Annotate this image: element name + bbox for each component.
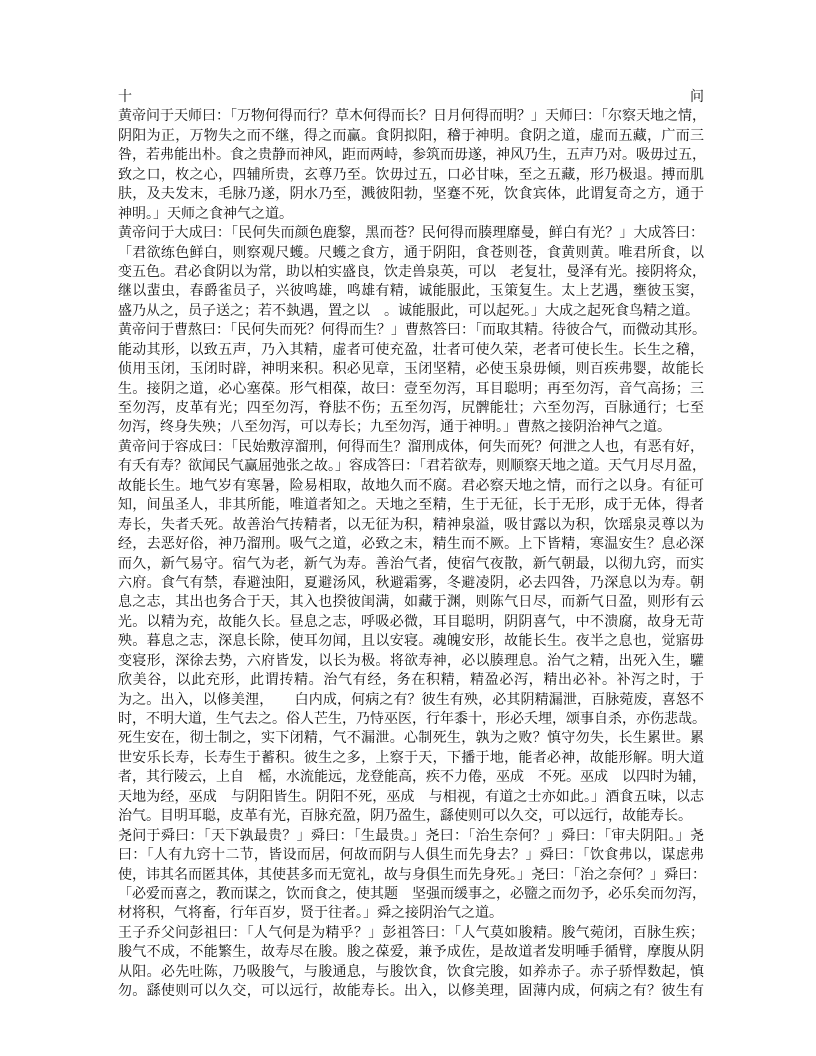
text-line: 寿长，失者夭死。故善治气抟精者，以无征为积，精神泉溢，吸甘露以为积，饮瑶泉灵尊以为 xyxy=(118,516,704,533)
text-line: 使，讳其名而匿其体，其使甚多而无宽礼，故与身俱生而先身死。」尧曰：「治之奈何？」舜曰： xyxy=(118,866,706,883)
text-line: 「必爱而喜之，教而谋之，饮而食之，使其题 坚强而缓事之，必盬之而勿予，必乐矣而勿泻， xyxy=(118,885,706,902)
text-line: 黄帝问于天师曰：「万物何得而行？草木何得而长？日月何得而明？」天师曰：「尔察天地之情， xyxy=(118,108,706,125)
document-title: 十问 xyxy=(118,89,704,105)
text-line: 光。以精为充，故能久长。昼息之志，呼吸必微，耳目聪明，阴阴喜气，中不溃腐，故身无苛 xyxy=(118,613,704,630)
text-line: 从阳。必先吐陈，乃吸朘气，与朘通息，与朘饮食，饮食完朘，如养赤子。赤子骄悍数起，慎 xyxy=(118,963,704,980)
text-line: 天地为经，巫成 与阴阳皆生。阴阳不死，巫成 与相视，有道之士亦如此。」酒食五味，以志 xyxy=(118,788,704,805)
paragraph xyxy=(118,321,704,438)
paragraph xyxy=(118,438,704,827)
text-line: 者，其行陵云，上自 榣，水流能远，龙登能高，疾不力倦，巫成 不死。巫成 以四时为辅， xyxy=(118,769,706,786)
text-line: 「君欲练色鲜白，则察观尺蠖。尺蠖之食方，通于阴阳，食苍则苍，食黄则黄。唯君所食，以 xyxy=(118,244,704,261)
paragraph xyxy=(118,827,704,924)
text-line: 世安乐长寿，长寿生于蓄积。彼生之多，上察于天，下播于地，能者必神，故能形解。明大道 xyxy=(118,749,704,766)
text-line: 侦用玉闭，玉闭时辟，神明来积。积必见章，玉闭坚精，必使玉泉毋倾，则百疾弗婴，故能长 xyxy=(118,361,704,378)
text-line: 生。接阴之道，必心塞葆。形气相葆，故曰：壹至勿泻，耳目聪明；再至勿泻，音气高扬；三 xyxy=(118,380,704,397)
text-line: 勿泻，终身失殃；八至勿泻，可以寿长；九至勿泻，通于神明。」曹熬之接阴治神气之道。 xyxy=(118,419,671,436)
text-line: 致之口，枚之心，四辅所贵，玄尊乃至。饮毋过五，口必甘味，至之五藏，形乃极退。搏而肌 xyxy=(118,166,704,183)
text-line: 治气。目明耳聪，皮革有光，百脉充盈，阴乃盈生，繇使则可以久交，可以远行，故能寿长。 xyxy=(118,808,692,825)
text-line: 有夭有寿？欲闻民气赢屈弛张之故。」容成答曰：「君若欲寿，则顺察天地之道。天气月尽月盈， xyxy=(118,458,706,475)
text-line: 殃。暮息之志，深息长除，使耳勿闻，且以安寝。魂魄安形，故能长生。夜半之息也，觉寤毋 xyxy=(118,633,704,650)
document-body xyxy=(118,88,704,1002)
text-line: 王子乔父问彭祖曰：「人气何是为精乎？」彭祖答曰：「人气莫如朘精。朘气菀闭，百脉生疾； xyxy=(118,924,704,941)
text-line: 息之志，其出也务合于天，其入也揆彼闺满，如藏于渊，则陈气日尽，而新气日盈，则形有云 xyxy=(118,594,704,611)
text-line: 曰：「人有九窍十二节，皆设而居，何故而阴与人俱生而先身去？」舜曰：「饮食弗以，谋虑弗 xyxy=(118,847,704,864)
text-line: 朘气不成，不能繁生，故寿尽在朘。朘之葆爱，兼予成佐，是故道者发明唾手循臂，摩腹从阴 xyxy=(118,944,704,961)
text-line: 六府。食气有禁，春避浊阳，夏避汤风，秋避霜雾，冬避凌阴，必去四咎，乃深息以为寿。朝 xyxy=(118,574,704,591)
text-line: 咎，若弗能出朴。食之贵静而神风，距而两峙，参筑而毋遂，神风乃生，五声乃对。吸毋过五， xyxy=(118,147,706,164)
text-line: 能动其形，以致五声，乃入其精，虚者可使充盈，壮者可使久荣，老者可使长生。长生之稽， xyxy=(118,341,704,358)
text-line: 神明。」天师之食神气之道。 xyxy=(118,205,293,222)
text-line: 为之。出入，以修美浬， 白内成，何病之有？彼生有殃，必其阴精漏泄，百脉菀废，喜怒不 xyxy=(118,691,704,708)
text-line: 尧问于舜曰：「天下孰最贵？」舜曰：「生最贵。」尧曰：「治生奈何？」舜曰：「审夫阴阳。」尧 xyxy=(118,827,704,844)
text-line: 变五色。君必食阴以为常，助以柏实盛良，饮走兽泉英，可以 老复壮，曼泽有光。接阴将众， xyxy=(118,263,706,280)
text-line: 至勿泻，皮革有光；四至勿泻，脊胠不伤；五至勿泻，尻髀能壮；六至勿泻，百脉通行；七至 xyxy=(118,400,704,416)
text-line: 而久，新气易守。宿气为老，新气为寿。善治气者，使宿气夜散，新气朝最，以彻九窍，而实 xyxy=(118,555,704,572)
text-line: 欣美谷，以此充形，此谓抟精。治气有经，务在积精，精盈必泻，精出必补。补泻之时，于 xyxy=(118,672,704,689)
text-line: 盛乃从之，员子送之；若不埶遇，置之以 。诚能服此，可以起死。」大成之起死食鸟精之道。 xyxy=(118,302,699,319)
text-line: 肤，及夫发末，毛脉乃遂，阴水乃至，溅彼阳勃，坚蹇不死，饮食宾体，此谓复奇之方，通于 xyxy=(118,186,704,203)
text-line: 故能长生。地气岁有寒暑，险易相取，故地久而不腐。君必察天地之情，而行之以身。有征可 xyxy=(118,477,704,494)
text-line: 黄帝问于大成曰：「民何失而颜色鹿黎，黑而苍？民何得而腠理靡曼，鲜白有光？」大成答曰： xyxy=(118,225,704,242)
text-line: 变寝形，深徐去势，六府皆发，以长为极。将欲寿神，必以腠理息。治气之精，出死入生，驩 xyxy=(118,652,704,669)
text-line: 黄帝问于曹熬曰：「民何失而死？何得而生？」曹熬答曰：「而取其精。待彼合气，而微动其形。 xyxy=(118,322,706,339)
text-line: 时，不明大道，生气去之。俗人芒生，乃恃巫医，行年黍十，形必夭埋，颂事自杀，亦伤悲哉。 xyxy=(118,711,706,727)
text-line: 黄帝问于容成曰：「民始敷淳溜刑，何得而生？溜刑成体，何失而死？何泄之人也，有恶有好， xyxy=(118,438,704,455)
text-line: 经，去恶好俗，神乃溜刑。吸气之道，必致之末，精生而不厥。上下皆精，寒温安生？息必深 xyxy=(118,536,704,553)
paragraph xyxy=(118,224,704,321)
text-line: 材将积，气将畜，行年百岁，贤于往者。」舜之接阴治气之道。 xyxy=(118,905,503,922)
text-line: 知，间虽圣人，非其所能，唯道者知之。天地之至精，生于无征，长于无形，成于无体，得者 xyxy=(118,497,704,514)
paragraph xyxy=(118,107,704,224)
paragraph xyxy=(118,924,704,1002)
text-line: 勿。繇使则可以久交，可以远行，故能寿长。出入，以修美理，固薄内成，何病之有？彼生有 xyxy=(118,983,704,1000)
paragraphs xyxy=(118,107,704,1001)
text-line: 阴阳为正，万物失之而不继，得之而赢。食阴拟阳，稽于神明。食阴之道，虚而五藏，广而三 xyxy=(118,127,704,144)
text-line: 死生安在，彻士制之，实下闭精，气不漏泄。心制死生，孰为之败？慎守勿失，长生累世。累 xyxy=(118,730,704,747)
text-line: 继以蜚虫，春爵雀员子，兴彼鸣雄，鸣雄有精，诚能服此，玉策复生。太上艺遇，壅彼玉窦， xyxy=(118,283,704,300)
